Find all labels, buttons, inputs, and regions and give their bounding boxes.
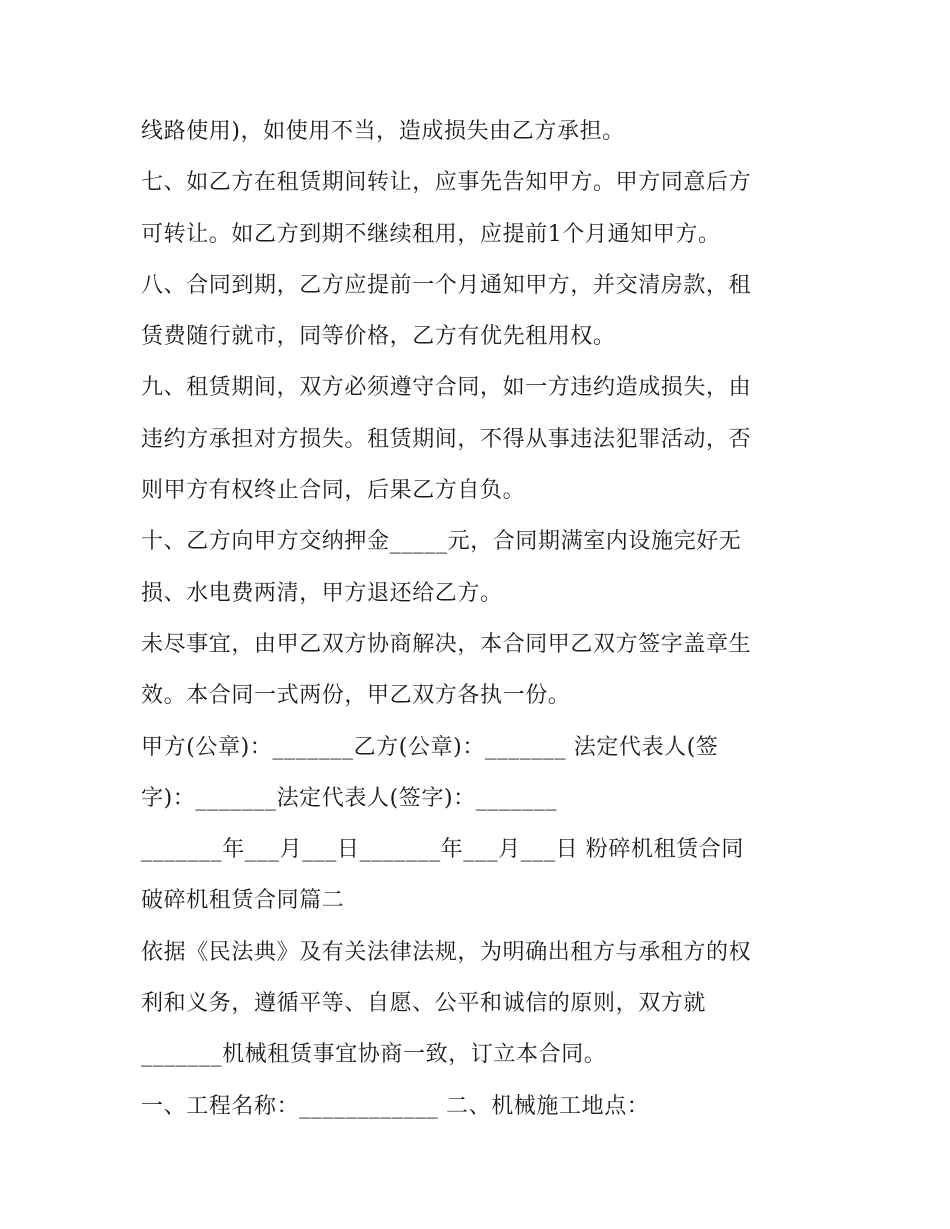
date-line: _______年___月___日_______年___月___日 粉碎机租赁合同: [141, 837, 744, 863]
contract-text: [141, 106, 821, 1132]
clause-8-line-2: 赁费随行就市，同等价格，乙方有优先租用权。: [141, 324, 616, 350]
clause-9-line-3: 则甲方有权终止合同，后果乙方自负。: [141, 478, 526, 504]
clause-7-line-2: 可转让。如乙方到期不继续租用，应提前1个月通知甲方。: [141, 221, 721, 247]
signature-line-1: 甲方(公章)：_______乙方(公章)：_______ 法定代表人(签: [141, 734, 719, 760]
misc-line-1: 未尽事宜，由甲乙双方协商解决，本合同甲乙双方签字盖章生: [141, 631, 752, 657]
preamble-line-3: _______机械租赁事宜协商一致，订立本合同。: [141, 1042, 607, 1068]
clause-7-line-1: 七、如乙方在租赁期间转让，应事先告知甲方。甲方同意后方: [141, 170, 752, 196]
signature-line-2: 字)：_______法定代表人(签字)：_______: [141, 785, 557, 811]
text-line-1: 线路使用)，如使用不当，造成损失由乙方承担。: [141, 119, 625, 144]
misc-line-2: 效。本合同一式两份，甲乙双方各执一份。: [141, 683, 571, 709]
preamble-line-2: 利和义务，遵循平等、自愿、公平和诚信的原则，双方就: [141, 991, 707, 1017]
project-info-line: 一、工程名称：____________ 二、机械施工地点：: [141, 1093, 650, 1119]
clause-8-line-1: 八、合同到期，乙方应提前一个月通知甲方，并交清房款，租: [141, 272, 752, 298]
clause-9-line-2: 违约方承担对方损失。租赁期间，不得从事违法犯罪活动，否: [141, 426, 752, 452]
section-title: 破碎机租赁合同篇二: [141, 888, 345, 914]
clause-9-line-1: 九、租赁期间，双方必须遵守合同，如一方违约造成损失，由: [141, 375, 752, 401]
preamble-line-1: 依据《民法典》及有关法律法规，为明确出租方与承租方的权: [141, 939, 752, 965]
clause-10-line-1: 十、乙方向甲方交纳押金_____元，合同期满室内设施完好无: [141, 529, 742, 555]
clause-10-line-2: 损、水电费两清，甲方退还给乙方。: [141, 580, 503, 606]
